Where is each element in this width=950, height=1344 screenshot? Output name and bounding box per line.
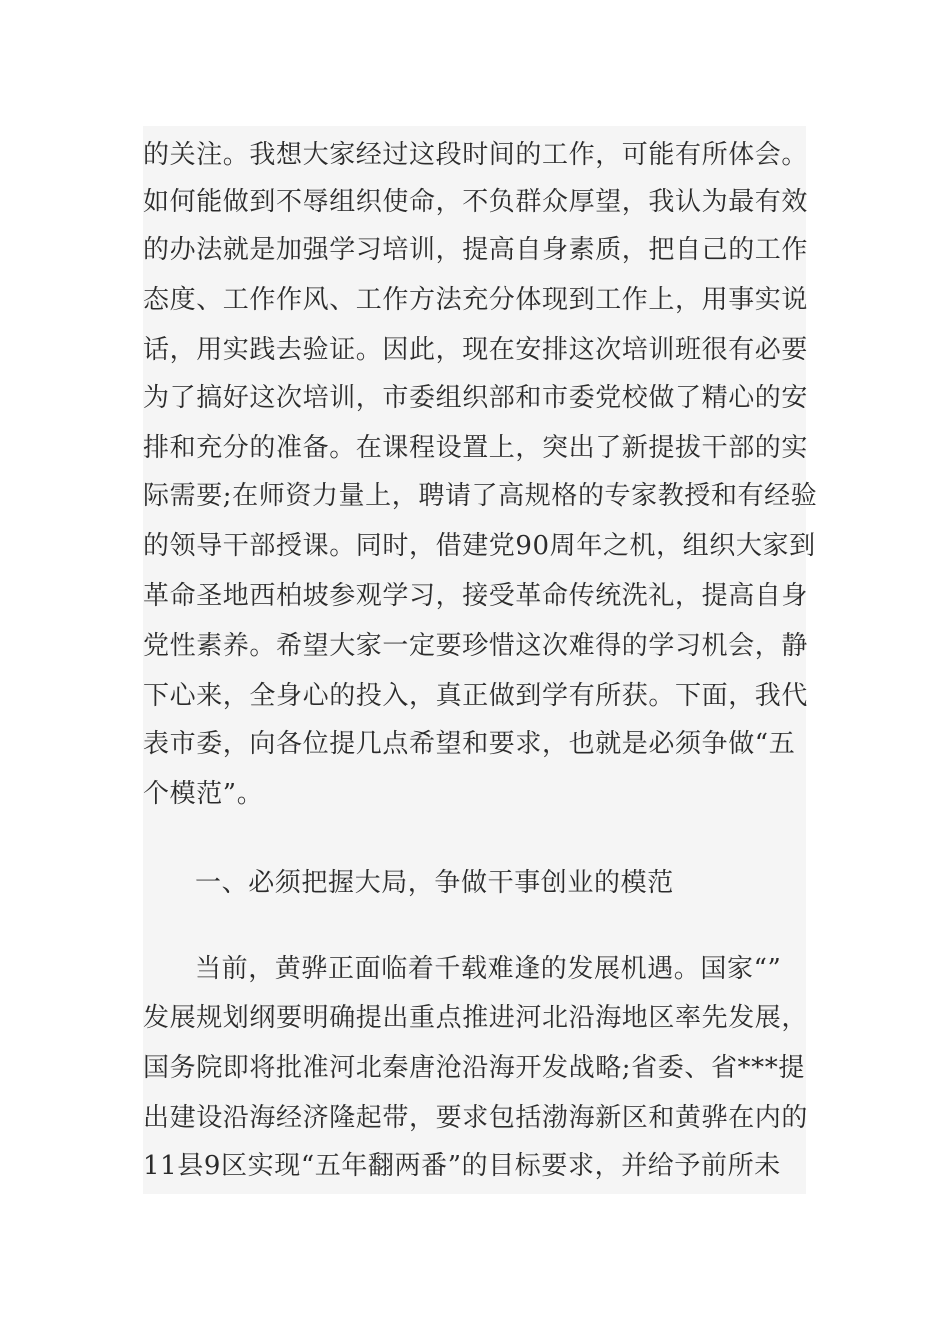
text-line: 话，用实践去验证。因此，现在安排这次培训班很有必要 [143, 335, 809, 365]
section-heading: 一、必须把握大局，争做干事创业的模范 [195, 868, 674, 898]
text-line: 的关注。我想大家经过这段时间的工作，可能有所体会。 [143, 140, 809, 170]
text-line: 的办法就是加强学习培训，提高自身素质，把自己的工作 [143, 235, 809, 265]
paragraph-first-line: 当前，黄骅正面临着千载难逢的发展机遇。国家“” [195, 954, 782, 984]
text-line: 下心来，全身心的投入，真正做到学有所获。下面，我代 [143, 681, 809, 711]
text-line: 党性素养。希望大家一定要珍惜这次难得的学习机会，静 [143, 631, 809, 661]
body-text [143, 126, 818, 1194]
text-line: 11县9区实现“五年翻两番”的目标要求，并给予前所未 [143, 1151, 781, 1181]
text-line: 的领导干部授课。同时，借建党90周年之机，组织大家到 [143, 531, 816, 561]
text-line: 国务院即将批准河北秦唐沧沿海开发战略;省委、省***提 [143, 1053, 805, 1083]
text-line: 革命圣地西柏坡参观学习，接受革命传统洗礼，提高自身 [143, 581, 809, 611]
text-line: 出建设沿海经济隆起带，要求包括渤海新区和黄骅在内的 [143, 1103, 809, 1133]
text-line: 如何能做到不辱组织使命，不负群众厚望，我认为最有效 [143, 187, 809, 217]
text-line: 为了搞好这次培训，市委组织部和市委党校做了精心的安 [143, 383, 809, 413]
text-line: 个模范”。 [143, 779, 264, 809]
text-line: 表市委，向各位提几点希望和要求，也就是必须争做“五 [143, 729, 796, 759]
text-line: 发展规划纲要明确提出重点推进河北沿海地区率先发展， [143, 1003, 809, 1033]
text-line: 际需要;在师资力量上，聘请了高规格的专家教授和有经验 [143, 481, 818, 511]
text-line: 排和充分的准备。在课程设置上，突出了新提拔干部的实 [143, 433, 809, 463]
text-line: 态度、工作作风、工作方法充分体现到工作上，用事实说 [143, 285, 809, 315]
